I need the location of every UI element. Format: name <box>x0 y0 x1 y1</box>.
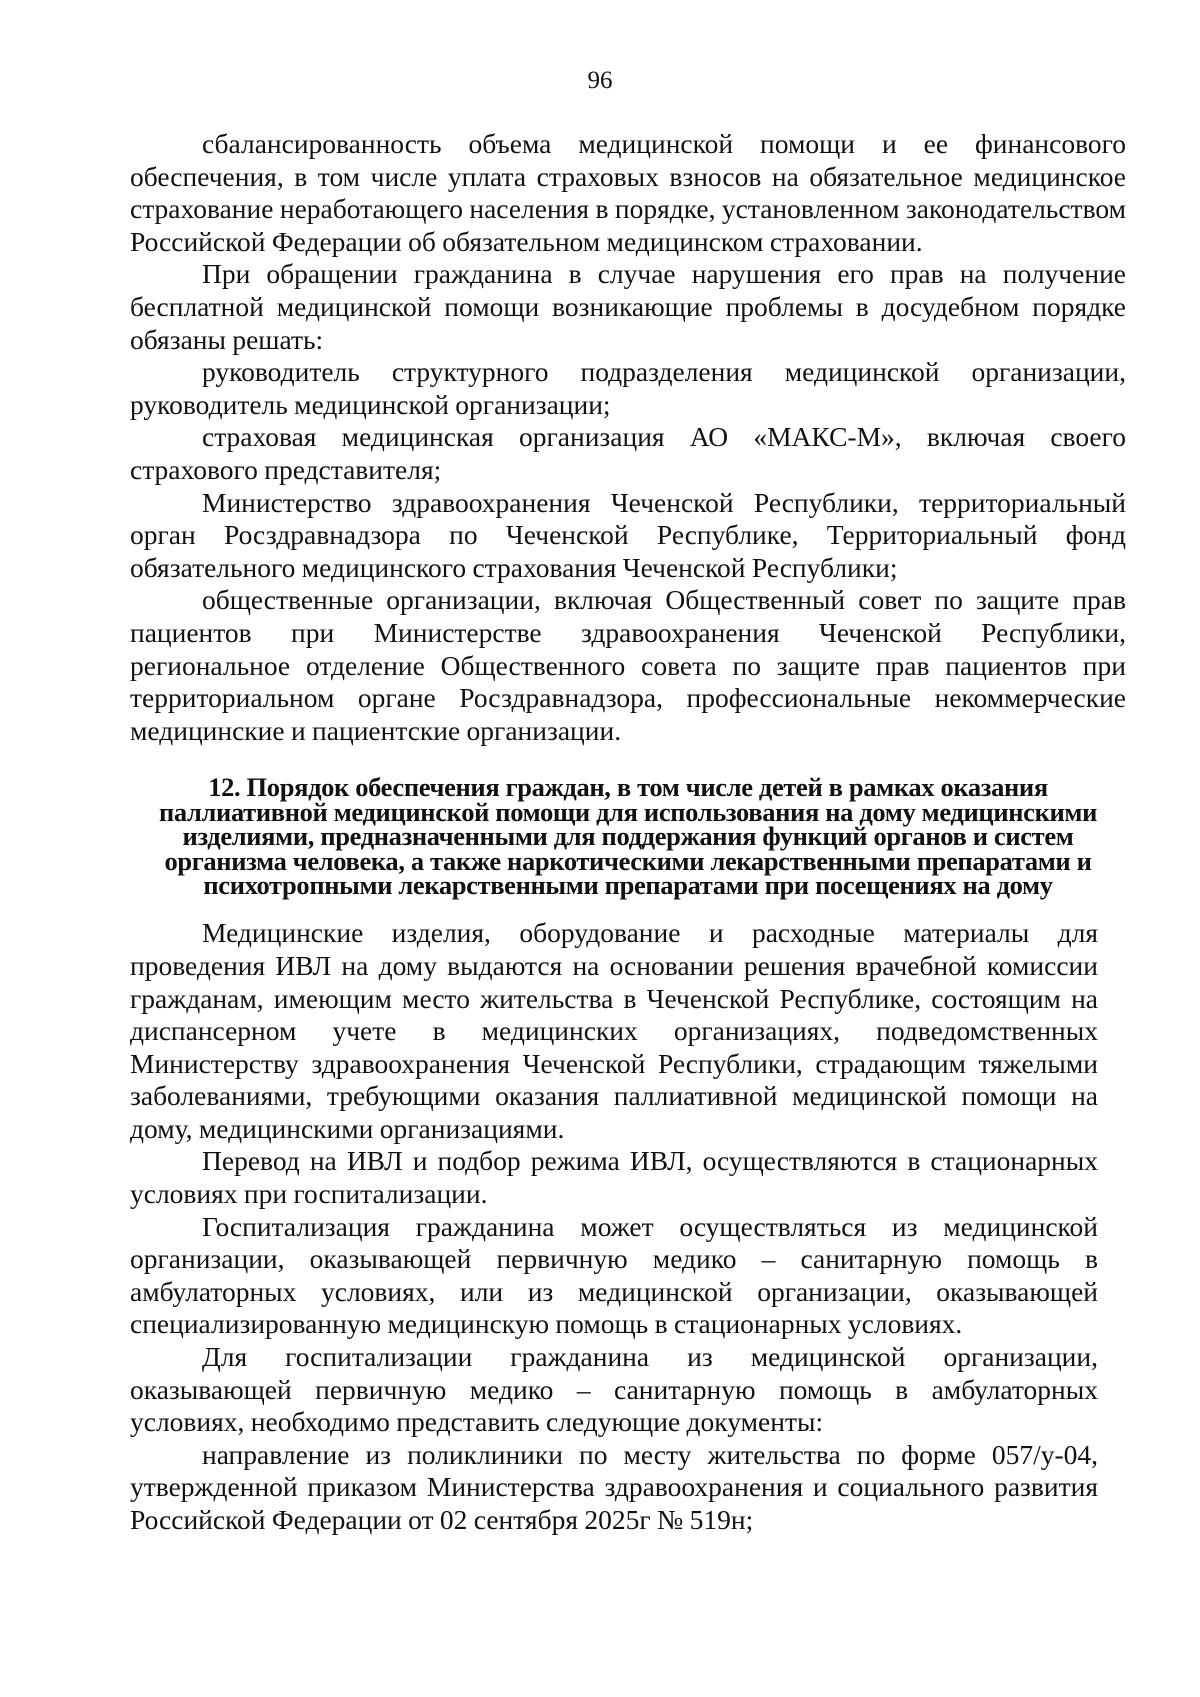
paragraph: Министерство здравоохранения Чеченской Республики, территориальный орган Росздравнадзора по Чеченской Республике, Территориальный фонд обязательного медицинского страхования Чеченской Республики; <box>130 486 1126 583</box>
paragraph: страховая медицинская организация АО «МАКС-М», включая своего страхового представителя; <box>130 421 1126 485</box>
paragraph: сбалансированность объема медицинской помощи и ее финансового обеспечения, в том числе уплата страховых взносов на обязательное медицинское страхование неработающего населения в порядке, установленном законодательством Российской Федерации об обязательном медицинском страховании. <box>130 128 1126 257</box>
paragraph: При обращении гражданина в случае нарушения его прав на получение бесплатной медицинской помощи возникающие проблемы в досудебном порядке обязаны решать: <box>130 258 1126 355</box>
page-number: 96 <box>587 67 613 94</box>
paragraph: Перевод на ИВЛ и подбор режима ИВЛ, осуществляются в стационарных условиях при госпитализации. <box>130 1145 1098 1210</box>
paragraph: направление из поликлиники по месту жительства по форме 057/у-04, утвержденной приказом Министерства здравоохранения и социального развития Российской Федерации от 02 сентября 2025г № 519н; <box>130 1438 1098 1535</box>
section-patient-rights <box>130 128 1126 747</box>
document-body <box>130 128 1126 1537</box>
section-palliative-care <box>130 917 1126 1536</box>
paragraph: Для госпитализации гражданина из медицинской организации, оказывающей первичную медико – санитарную помощь в амбулаторных условиях, необходимо представить следующие документы: <box>130 1341 1098 1438</box>
paragraph: Госпитализация гражданина может осуществляться из медицинской организации, оказывающей первичную медико – санитарную помощь в амбулаторных условиях, или из медицинской организации, оказывающей специализированную медицинскую помощь в стационарных условиях. <box>130 1210 1098 1340</box>
section-heading: 12. Порядок обеспечения граждан, в том числе детей в рамках оказания паллиативной медицинской помощи для использования на дому медицинскими изделиями, предназначенными для поддержания функций органов и систем организма человека, а также наркотическими лекарственными препаратами и психотропными лекарственными препаратами при посещениях на дому <box>158 772 1098 900</box>
paragraph: Медицинские изделия, оборудование и расходные материалы для проведения ИВЛ на дому выдаются на основании решения врачебной комиссии гражданам, имеющим место жительства в Чеченской Республике, состоящим на диспансерном учете в медицинских организациях, подведомственных Министерству здравоохранения Чеченской Республики, страдающим тяжелыми заболеваниями, требующими оказания паллиативной медицинской помощи на дому, медицинскими организациями. <box>130 917 1098 1144</box>
paragraph: общественные организации, включая Общественный совет по защите прав пациентов при Министерстве здравоохранения Чеченской Республики, региональное отделение Общественного совета по защите прав пациентов при территориальном органе Росздравнадзора, профессиональные некоммерческие медицинские и пациентские организации. <box>130 584 1126 746</box>
paragraph: руководитель структурного подразделения медицинской организации, руководитель медицинской организации; <box>130 356 1126 420</box>
